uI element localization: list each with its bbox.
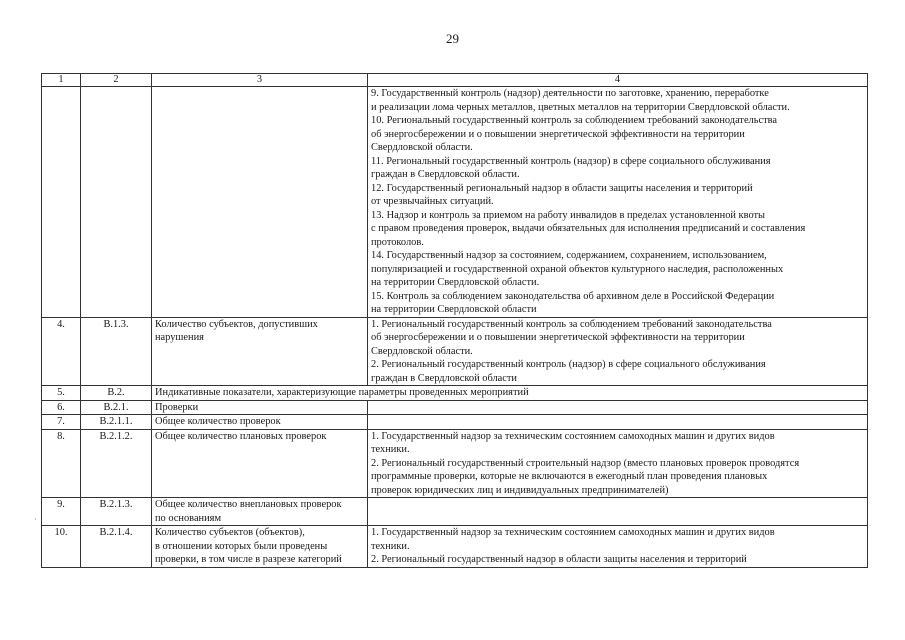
content-line: техники. <box>371 444 410 455</box>
content-line: 1. Государственный надзор за техническим состоянием самоходных машин и других видов <box>371 430 775 442</box>
content-line: программные проверки, которые не включаются в ежегодный план проведения плановых <box>371 471 768 482</box>
content-line: 2. Региональный государственный строительный надзор (вместо плановых проверок проводятся <box>371 457 800 469</box>
content-line: граждан в Свердловской области. <box>371 169 520 180</box>
indicator-line: Проверки <box>155 401 199 413</box>
content-cell <box>368 415 868 430</box>
content-line: от чрезвычайных ситуаций. <box>371 196 494 207</box>
content-line: 9. Государственный контроль (надзор) деятельности по заготовке, хранению, переработке <box>371 88 769 99</box>
content-line: 13. Надзор и контроль за приемом на работу инвалидов в пределах установленной квоты <box>371 209 766 221</box>
row-code-cell <box>81 87 152 318</box>
content-line: 2. Региональный государственный надзор в области защиты населения и территорий <box>371 554 747 565</box>
indicator-line: Индикативные показатели, характеризующие параметры проведенных мероприятий <box>155 387 529 398</box>
table-body <box>42 74 868 568</box>
content-line: протоколов. <box>371 236 424 248</box>
row-number-cell: 9. <box>42 498 81 526</box>
indicator-line: Общее количество внеплановых проверок <box>155 499 342 510</box>
indicator-cell <box>152 498 368 526</box>
row-number-cell: 7. <box>42 415 81 430</box>
content-line: проверок юридических лиц и индивидуальных предпринимателей) <box>371 484 669 496</box>
table-row <box>42 87 868 318</box>
indicator-cell <box>152 415 368 430</box>
content-line: Свердловской области. <box>371 142 473 153</box>
content-line: на территории Свердловской области. <box>371 277 540 288</box>
indicator-cell <box>152 317 368 386</box>
indicator-cell <box>152 87 368 318</box>
content-line: об энергосбережении и о повышении энергетической эффективности на территории <box>371 332 745 343</box>
content-line: Свердловской области. <box>371 345 473 357</box>
content-line: 14. Государственный надзор за состоянием, содержанием, сохранением, использованием, <box>371 250 767 261</box>
content-line: техники. <box>371 540 410 552</box>
content-cell <box>368 498 868 526</box>
content-line: 10. Региональный государственный контроль за соблюдением требований законодательства <box>371 115 778 126</box>
content-line: 1. Региональный государственный контроль за соблюдением требований законодательства <box>371 318 772 330</box>
indicator-cell <box>152 400 368 415</box>
content-line: популяризацией и государственной охраной объектов культурного наследия, расположенных <box>371 263 784 275</box>
indicator-line: Общее количество плановых проверок <box>155 430 327 442</box>
content-line: 2. Региональный государственный контроль (надзор) в сфере социального обслуживания <box>371 359 766 370</box>
indicator-cell <box>152 526 368 568</box>
indicator-line: по основаниям <box>155 512 222 524</box>
row-number-cell <box>42 87 81 318</box>
content-line: на территории Свердловской области <box>371 304 537 315</box>
column-header: 3 <box>152 74 368 87</box>
row-code-cell: В.1.3. <box>81 317 152 386</box>
table-row <box>42 317 868 386</box>
row-code-cell: В.2.1. <box>81 400 152 415</box>
content-cell <box>368 429 868 498</box>
row-code-cell: В.2. <box>81 386 152 401</box>
table-header-row <box>42 74 868 87</box>
column-header: 4 <box>368 74 868 87</box>
content-cell <box>368 87 868 318</box>
table-row <box>42 429 868 498</box>
content-line: и реализации лома черных металлов, цветных металлов на территории Свердловской области. <box>371 101 790 113</box>
content-line: граждан в Свердловской области <box>371 372 517 384</box>
content-line: 15. Контроль за соблюдением законодательства об архивном деле в Российской Федерации <box>371 290 775 302</box>
indicator-line: Количество субъектов, допустивших <box>155 318 318 330</box>
indicator-cell <box>152 429 368 498</box>
scan-margin-mark: · <box>34 515 37 524</box>
indicator-line: Количество субъектов (объектов), <box>155 527 305 538</box>
indicator-cell <box>152 386 868 401</box>
table-row <box>42 400 868 415</box>
indicator-line: проверки, в том числе в разрезе категорий <box>155 554 342 565</box>
content-cell <box>368 400 868 415</box>
indicator-line: Общее количество проверок <box>155 416 281 427</box>
row-number-cell: 6. <box>42 400 81 415</box>
row-number-cell: 10. <box>42 526 81 568</box>
row-code-cell: В.2.1.4. <box>81 526 152 568</box>
row-number-cell: 4. <box>42 317 81 386</box>
page-number: 29 <box>446 31 459 46</box>
row-number-cell: 8. <box>42 429 81 498</box>
column-header: 2 <box>81 74 152 87</box>
content-line: об энергосбережении и о повышении энергетической эффективности на территории <box>371 128 745 140</box>
indicators-table <box>41 73 868 568</box>
content-line: 12. Государственный региональный надзор в области защиты населения и территорий <box>371 182 753 194</box>
content-cell <box>368 526 868 568</box>
content-line: 1. Государственный надзор за техническим состоянием самоходных машин и других видов <box>371 527 775 538</box>
content-line: 11. Региональный государственный контроль (надзор) в сфере социального обслуживания <box>371 155 771 167</box>
table-row <box>42 498 868 526</box>
row-code-cell: В.2.1.1. <box>81 415 152 430</box>
row-number-cell: 5. <box>42 386 81 401</box>
row-code-cell: В.2.1.2. <box>81 429 152 498</box>
column-header: 1 <box>42 74 81 87</box>
table-row <box>42 526 868 568</box>
table-row <box>42 386 868 401</box>
table-row <box>42 415 868 430</box>
row-code-cell: В.2.1.3. <box>81 498 152 526</box>
content-cell <box>368 317 868 386</box>
content-line: с правом проведения проверок, выдачи обязательных для исполнения предписаний и составления <box>371 223 806 234</box>
indicator-line: нарушения <box>155 332 204 343</box>
indicator-line: в отношении которых были проведены <box>155 540 328 552</box>
